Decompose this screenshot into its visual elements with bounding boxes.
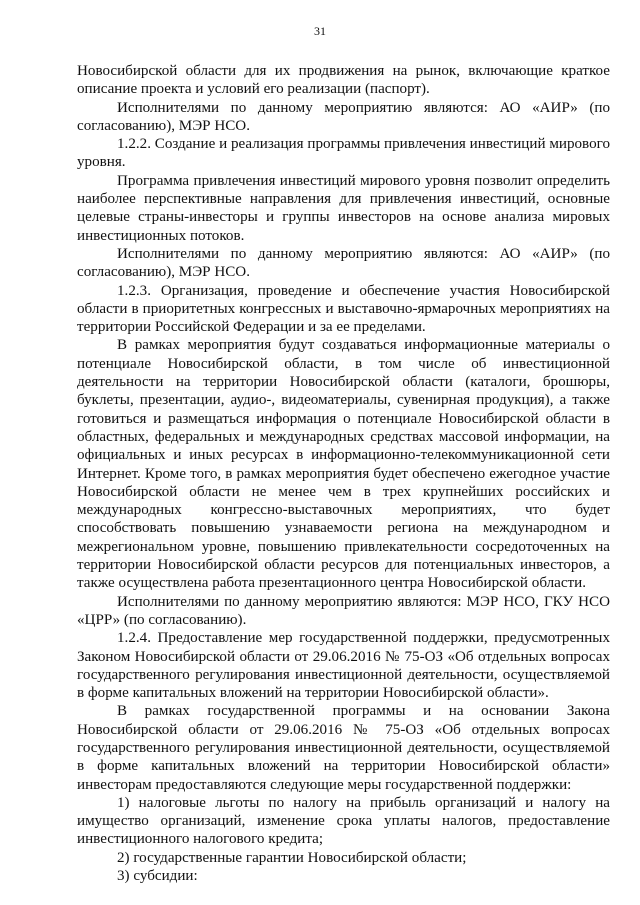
paragraph-7: В рамках мероприятия будут создаваться информационные материалы о потенциале Новосибирской области, в том числе об инвестиционной деятельности на территории Новосибирской области (каталоги, брошюры, буклеты, презентации, аудио-, видеоматериалы, сувенирная продукция), а также готовиться и размещаться информация о потенциале Новосибирской области в областных, федеральных и международных средствах массовой информации, на официальных и иных ресурсах в информационно-телекоммуникационной сети Интернет. Кроме того, в рамках мероприятия будет обеспечено ежегодное участие Новосибирской области не менее чем в трех крупнейших российских и международных конгрессно-выставочных мероприятиях, что будет способствовать повышению узнаваемости региона на международном и межрегиональном уровне, повышению привлекательности сосредоточенных на территории Новосибирской области ресурсов для потенциальных инвесторов, а также осуществлена работа презентационного центра Новосибирской области. [77,337,610,592]
list-item-1: 1) налоговые льготы по налогу на прибыль организаций и налогу на имущество организаций, изменение срока уплаты налогов, предоставление инвестиционного налогового кредита; [77,794,610,848]
section-heading-1-2-2: 1.2.2. Создание и реализация программы привлечения инвестиций мирового уровня. [77,136,610,171]
list-item-3: 3) субсидии: [117,868,198,885]
section-heading-1-2-3: 1.2.3. Организация, проведение и обеспечение участия Новосибирской области в приоритетных конгрессных и выставочно-ярмарочных мероприятиях на территории Российской Федерации и за ее пределами. [77,282,610,336]
paragraph-1: Новосибирской области для их продвижения на рынок, включающие краткое описание проекта и условий его реализации (паспорт). [77,63,610,98]
section-heading-1-2-4: 1.2.4. Предоставление мер государственной поддержки, предусмотренных Законом Новосибирской области от 29.06.2016 № 75-ОЗ «Об отдельных вопросах государственного регулирования инвестиционной деятельности, осуществляемой в форме капитальных вложений на территории Новосибирской области». [77,630,610,702]
paragraph-8: Исполнителями по данному мероприятию являются: МЭР НСО, ГКУ НСО «ЦРР» (по согласованию). [77,593,610,628]
document-body [77,62,610,885]
paragraph-10: В рамках государственной программы и на основании Закона Новосибирской области от 29.06.2016 № 75-ОЗ «Об отдельных вопросах государственного регулирования инвестиционной деятельности, осуществляемой в форме капитальных вложений на территории Новосибирской области» инвесторам предоставляются следующие меры государственной поддержки: [77,703,610,793]
page-number: 31 [314,24,326,38]
paragraph-2: Исполнителями по данному мероприятию являются: АО «АИР» (по согласованию), МЭР НСО. [77,99,610,134]
paragraph-5: Исполнителями по данному мероприятию являются: АО «АИР» (по согласованию), МЭР НСО. [77,245,610,281]
list-item-2: 2) государственные гарантии Новосибирской области; [117,849,467,866]
paragraph-4: Программа привлечения инвестиций мирового уровня позволит определить наиболее перспективные направления для привлечения инвестиций, основные целевые страны-инвесторы и группы инвесторов на основе анализа мировых инвестиционных потоков. [77,172,610,244]
